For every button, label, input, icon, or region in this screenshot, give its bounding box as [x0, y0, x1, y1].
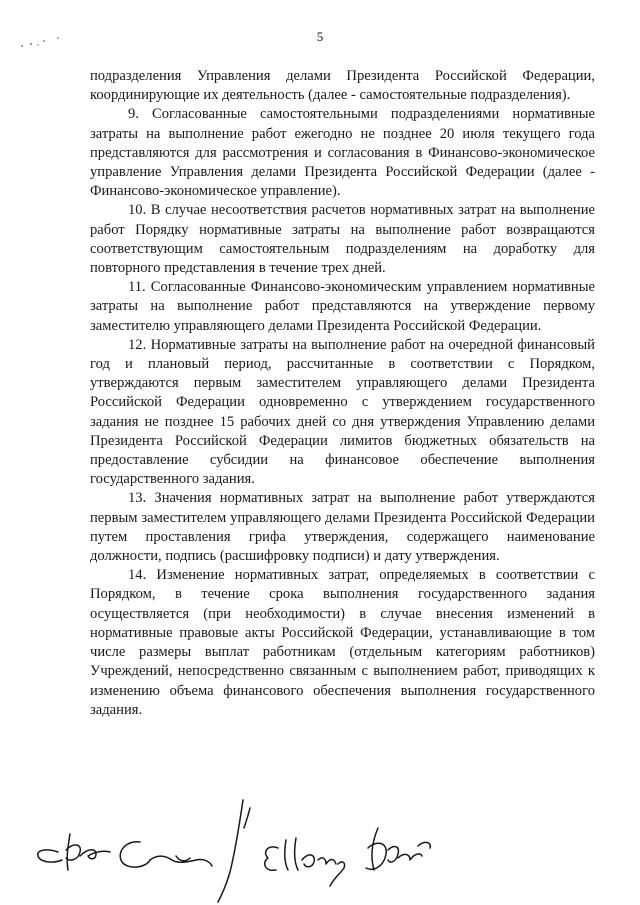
- signature-4: [265, 838, 345, 886]
- paragraph-10: 10. В случае несоответствия расчетов нормативных затрат на выполнение работ Порядку нормативные затраты на выполнение работ возвращаются соответствующим самостоятельным подразделениям на доработку для повторного представления в течение трех дней.: [90, 202, 595, 277]
- paragraph-9: 9. Согласованные самостоятельными подразделениями нормативные затраты на выполнение работ ежегодно не позднее 20 июля текущего года представляются для рассмотрения и согласования в Финансово-экономическое управление Управления делами Президента Российской Федерации (далее - Финансово-экономическое управление).: [90, 106, 595, 200]
- signature-2: [120, 842, 212, 867]
- paragraph-continuation: подразделения Управления делами Президента Российской Федерации, координирующие их деятельность (далее - самостоятельные подразделения).: [90, 68, 595, 104]
- signature-1: [38, 834, 110, 870]
- paragraph-14: 14. Изменение нормативных затрат, определяемых в соответствии с Порядком, в течение срока выполнения государственного задания осуществляется (при необходимости) в случае внесения изменений в нормативные правовые акты Российской Федерации, устанавливающие в том числе размеры выплат работникам (отдельным категориям работников) Учреждений, непосредственно связанным с выполнением работ, приводящих к изменению объема финансового обеспечения выполнения государственного задания.: [90, 567, 595, 718]
- signature-5: [366, 828, 430, 870]
- paragraph-12: 12. Нормативные затраты на выполнение работ на очередной финансовый год и плановый период, рассчитанные в соответствии с Порядком, утверждаются первым заместителем управляющего делами Президента Российской Федерации одновременно с утверждением государственного задания не позднее 15 рабочих дней со дня утверждения Управлению делами Президента Российской Федерации лимитов бюджетных обязательств на предоставление субсидии на финансовое обеспечение выполнения государственного задания.: [90, 336, 595, 488]
- paragraph-13: 13. Значения нормативных затрат на выполнение работ утверждаются первым заместителем управляющего делами Президента Российской Федерации путем проставления грифа утверждения, содержащего наименование должности, подпись (расшифровку подписи) и дату утверждения.: [90, 490, 595, 565]
- paragraph-11: 11. Согласованные Финансово-экономическим управлением нормативные затраты на выполнение работ представляются на утверждение первому заместителю управляющего делами Президента Российской Федерации.: [90, 279, 595, 334]
- page-number: 5: [316, 29, 324, 44]
- scan-marks: [14, 30, 74, 52]
- signature-3: [218, 800, 250, 902]
- document-body: [90, 67, 595, 720]
- signatures: [0, 790, 640, 905]
